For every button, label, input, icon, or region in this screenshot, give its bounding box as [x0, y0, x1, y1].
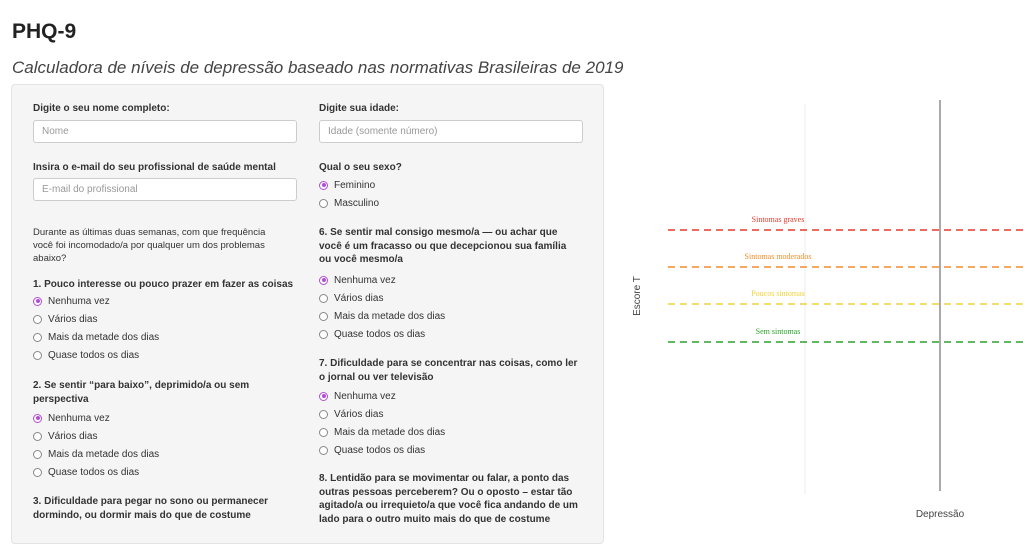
- question-line: perspectiva: [33, 393, 89, 405]
- form-panel: [11, 84, 604, 544]
- reference-lines: [668, 215, 1024, 342]
- page-title: PHQ-9: [12, 20, 77, 43]
- option-label: Nenhuma vez: [334, 274, 396, 286]
- radio-icon[interactable]: [319, 294, 328, 303]
- q1-option-quase[interactable]: [33, 348, 139, 362]
- email-input[interactable]: E-mail do profissional: [33, 178, 297, 201]
- sex-option-masculino[interactable]: [319, 196, 379, 210]
- question-line: 8. Lentidão para se movimentar ou falar, a ponto das: [319, 473, 570, 484]
- option-label: Vários dias: [334, 292, 384, 304]
- question-line: 2. Se sentir “para baixo”, deprimido/a ou sem: [33, 380, 250, 391]
- q7-option-quase[interactable]: [319, 443, 425, 457]
- question-line: 7. Dificuldade para se concentrar nas coisas, como ler: [319, 358, 578, 369]
- age-input[interactable]: Idade (somente número): [319, 120, 583, 143]
- question-7-label: [319, 357, 577, 384]
- question-3-label: [33, 495, 268, 522]
- question-line: 6. Se sentir mal consigo mesmo/a — ou achar que: [319, 227, 558, 238]
- radio-selected-icon[interactable]: [33, 297, 42, 306]
- radio-selected-icon[interactable]: [33, 414, 42, 423]
- radio-icon[interactable]: [33, 450, 42, 459]
- ref-label-poucos-sintomas: Poucos sintomas: [751, 289, 805, 298]
- question-line: o jornal ou ver televisão: [319, 371, 434, 383]
- email-label: Insira o e-mail do seu profissional de saúde mental: [33, 162, 276, 173]
- question-2-label: [33, 379, 249, 406]
- option-label: Feminino: [334, 179, 376, 191]
- radio-icon[interactable]: [319, 428, 328, 437]
- sex-label: Qual o seu sexo?: [319, 162, 402, 173]
- q6-option-nenhuma[interactable]: [319, 273, 396, 287]
- option-label: Nenhuma vez: [334, 390, 396, 402]
- option-label: Mais da metade dos dias: [48, 331, 160, 343]
- q6-option-quase[interactable]: [319, 327, 425, 341]
- intro-line: Durante as últimas duas semanas, com que frequência: [33, 227, 266, 238]
- radio-icon[interactable]: [319, 312, 328, 321]
- option-label: Masculino: [334, 197, 380, 209]
- q2-option-nenhuma[interactable]: [33, 411, 110, 425]
- question-line: 3. Dificuldade para pegar no sono ou permanecer: [33, 496, 269, 507]
- q6-option-metade[interactable]: [319, 309, 445, 323]
- y-axis-label: Escore T: [632, 276, 643, 316]
- question-8-label: [319, 472, 578, 526]
- intro-text: [33, 226, 265, 265]
- question-line: dormindo, ou dormir mais do que de costume: [33, 509, 251, 521]
- ref-label-sintomas-graves: Sintomas graves: [751, 215, 805, 224]
- option-label: Vários dias: [48, 430, 98, 442]
- radio-icon[interactable]: [319, 330, 328, 339]
- option-label: Vários dias: [334, 408, 384, 420]
- sex-option-feminino[interactable]: [319, 178, 375, 192]
- q6-option-varios[interactable]: [319, 291, 383, 305]
- radio-icon[interactable]: [33, 351, 42, 360]
- radio-icon[interactable]: [33, 432, 42, 441]
- q2-option-varios[interactable]: [33, 429, 97, 443]
- radio-icon[interactable]: [33, 315, 42, 324]
- option-label: Mais da metade dos dias: [48, 448, 160, 460]
- q1-option-metade[interactable]: [33, 330, 159, 344]
- option-label: Quase todos os dias: [334, 328, 426, 340]
- intro-line: você foi incomodado/a por qualquer um dos problemas: [33, 240, 265, 251]
- name-input[interactable]: Nome: [33, 120, 297, 143]
- radio-selected-icon[interactable]: [319, 181, 328, 190]
- name-label: Digite o seu nome completo:: [33, 103, 170, 114]
- q1-option-varios[interactable]: [33, 312, 97, 326]
- question-1-label: [33, 278, 293, 292]
- radio-selected-icon[interactable]: [319, 392, 328, 401]
- q7-option-metade[interactable]: [319, 425, 445, 439]
- question-line: outras pessoas perceberem? Ou o oposto – estar tão: [319, 486, 573, 498]
- q7-option-nenhuma[interactable]: [319, 389, 396, 403]
- page-subtitle: Calculadora de níveis de depressão baseado nas normativas Brasileiras de 2019: [12, 58, 624, 77]
- option-label: Nenhuma vez: [48, 412, 110, 424]
- option-label: Quase todos os dias: [334, 444, 426, 456]
- radio-icon[interactable]: [33, 468, 42, 477]
- x-axis-label: Depressão: [915, 509, 965, 520]
- option-label: Vários dias: [48, 313, 98, 325]
- radio-icon[interactable]: [319, 446, 328, 455]
- question-line: agitado/a ou irrequieto/a que você fica andando de um: [319, 500, 578, 511]
- question-line: ou você mesmo/a: [319, 254, 403, 265]
- ref-label-sintomas-moderados: Sintomas moderados: [744, 252, 812, 261]
- question-line: 1. Pouco interesse ou pouco prazer em fazer as coisas: [33, 279, 294, 290]
- q2-option-metade[interactable]: [33, 447, 159, 461]
- radio-icon[interactable]: [319, 199, 328, 208]
- radio-icon[interactable]: [319, 410, 328, 419]
- question-6-label: [319, 226, 566, 267]
- ref-label-sem-sintomas: Sem sintomas: [755, 327, 801, 336]
- question-line: lado para o outro muito mais do que de costume: [319, 513, 551, 525]
- question-line: você é um fracasso ou que decepcionou sua família: [319, 240, 567, 252]
- q1-option-nenhuma[interactable]: [33, 294, 110, 308]
- intro-line: abaixo?: [33, 253, 67, 264]
- depression-chart: [620, 84, 1024, 524]
- age-label: Digite sua idade:: [319, 103, 400, 114]
- option-label: Nenhuma vez: [48, 295, 110, 307]
- option-label: Quase todos os dias: [48, 349, 140, 361]
- q2-option-quase[interactable]: [33, 465, 139, 479]
- option-label: Mais da metade dos dias: [334, 426, 446, 438]
- option-label: Quase todos os dias: [48, 466, 140, 478]
- option-label: Mais da metade dos dias: [334, 310, 446, 322]
- radio-icon[interactable]: [33, 333, 42, 342]
- q7-option-varios[interactable]: [319, 407, 383, 421]
- radio-selected-icon[interactable]: [319, 276, 328, 285]
